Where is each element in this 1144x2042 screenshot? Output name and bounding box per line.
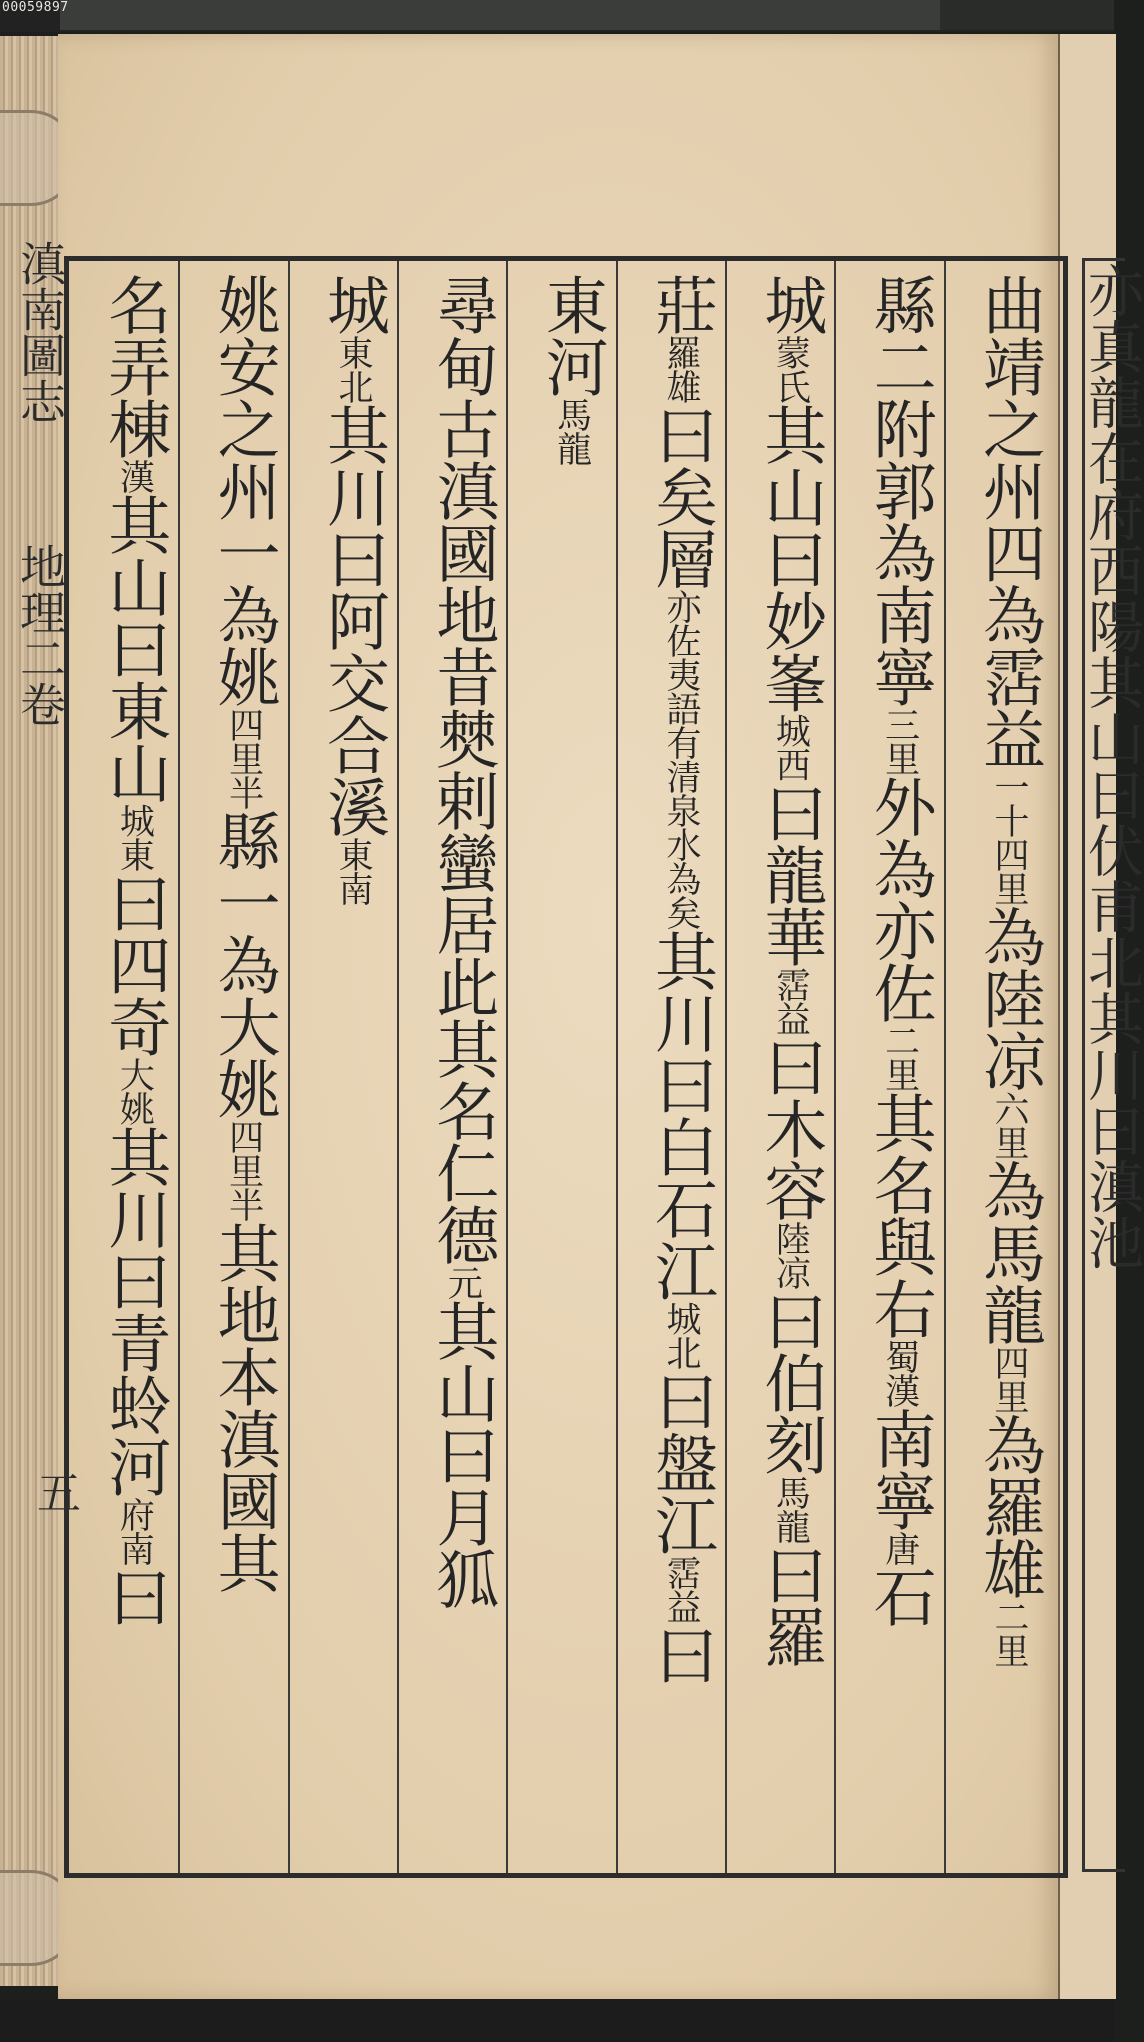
main-text: 名弄棟 [98, 273, 172, 459]
annotation-note: 一十四里 [988, 769, 1029, 905]
scan-top-band [0, 0, 1114, 32]
main-text: 為馬龍 [972, 1159, 1046, 1345]
annotation-note: 東南 [332, 837, 373, 905]
main-text: 縣一為大姚 [207, 809, 281, 1119]
margin-title [13, 240, 67, 728]
annotation-note: 亦佐夷語 [660, 589, 701, 725]
text-column [73, 273, 174, 1863]
scan-id: 00059897 [2, 0, 69, 15]
annotation-note: 元 [442, 1265, 483, 1299]
main-text: 曰四奇 [98, 871, 172, 1057]
annotation-note: 東北 [332, 335, 373, 403]
main-text: 城 [754, 273, 828, 335]
main-text: 尋甸古滇國地昔僰剌蠻居此其名仁德 [426, 273, 500, 1265]
main-text: 其川曰阿交合溪 [316, 403, 390, 837]
annotation-note: 大姚 [114, 1057, 155, 1125]
main-text: 曰木容 [754, 1035, 828, 1221]
annotation-note: 四里 [988, 1345, 1029, 1413]
main-text: 姚安之州一為姚 [207, 273, 281, 707]
column-rule [288, 261, 290, 1873]
main-text: 曰龍華 [754, 781, 828, 967]
column-rule [178, 261, 180, 1873]
margin-book-title: 滇南圖志 [13, 240, 67, 424]
column-rule [397, 261, 399, 1873]
main-text: 外為亦佐 [863, 775, 937, 1023]
main-text: 其山曰東山 [98, 493, 172, 803]
scan-strip [60, 0, 940, 30]
annotation-note: 霑益 [660, 1555, 701, 1623]
text-column [620, 273, 721, 1863]
text-column [948, 273, 1049, 1863]
main-text: 其川曰青蛉河 [98, 1125, 172, 1497]
text-column [182, 273, 283, 1863]
main-text: 為羅雄 [972, 1413, 1046, 1599]
annotation-note: 四里半 [223, 707, 264, 809]
main-text: 其川曰白石江 [644, 929, 718, 1301]
main-text: 曰 [98, 1565, 172, 1627]
main-text: 其山曰妙峯 [754, 403, 828, 713]
main-text: 石 [863, 1565, 937, 1627]
text-column [729, 273, 830, 1863]
annotation-note: 蜀漢 [879, 1339, 920, 1407]
main-text: 曰矣層 [644, 403, 718, 589]
text-frame [64, 256, 1068, 1878]
annotation-note: 蒙氏 [770, 335, 811, 403]
annotation-note: 有清泉水為矣 [660, 725, 701, 929]
column-rule [616, 261, 618, 1873]
main-text: 其名與右 [863, 1091, 937, 1339]
main-text: 南寧 [863, 1407, 937, 1531]
main-text: 城 [316, 273, 390, 335]
annotation-note: 漢 [114, 459, 155, 493]
text-column [838, 273, 939, 1863]
annotation-note: 二里 [879, 1023, 920, 1091]
margin-page-number: 五 [29, 1470, 80, 1514]
margin-section: 地理二卷 [13, 543, 67, 728]
annotation-note: 陸凉 [770, 1221, 811, 1289]
annotation-note: 城東 [114, 803, 155, 871]
column-rule [506, 261, 508, 1873]
annotation-note: 馬龍 [770, 1475, 811, 1543]
column-rule [944, 261, 946, 1873]
column-rule [725, 261, 727, 1873]
annotation-note: 羅雄 [660, 335, 701, 403]
text-column [401, 273, 502, 1863]
annotation-note: 二里 [988, 1599, 1029, 1667]
main-text: 東河 [535, 273, 609, 397]
main-text: 曰 [644, 1623, 718, 1685]
text-column [292, 273, 393, 1863]
annotation-note: 四里半 [223, 1119, 264, 1221]
main-text: 曲靖之州四為霑益 [972, 273, 1046, 769]
main-text: 曰羅 [754, 1543, 828, 1667]
annotation-note: 唐 [879, 1531, 920, 1565]
main-text: 其地本滇國其 [207, 1221, 281, 1593]
annotation-note: 府南 [114, 1497, 155, 1565]
annotation-note: 三里 [879, 707, 920, 775]
annotation-note: 六里 [988, 1091, 1029, 1159]
annotation-note: 馬龍 [551, 397, 592, 465]
main-text: 曰盤江 [644, 1369, 718, 1555]
main-text: 莊 [644, 273, 718, 335]
scan-strip-dark [940, 0, 1114, 30]
annotation-note: 城北 [660, 1301, 701, 1369]
main-text: 為陸凉 [972, 905, 1046, 1091]
main-text: 縣二附郭為南寧 [863, 273, 937, 707]
scan-bottom-band [0, 1999, 1114, 2042]
main-text: 其山曰月狐 [426, 1299, 500, 1609]
text-column [510, 273, 611, 1863]
annotation-note: 城西 [770, 713, 811, 781]
column-rule [834, 261, 836, 1873]
next-page-text: 亦真龍在府西陽其山曰伏甫北其川曰滇池 [1079, 262, 1144, 1270]
main-text: 曰伯刻 [754, 1289, 828, 1475]
annotation-note: 霑益 [770, 967, 811, 1035]
